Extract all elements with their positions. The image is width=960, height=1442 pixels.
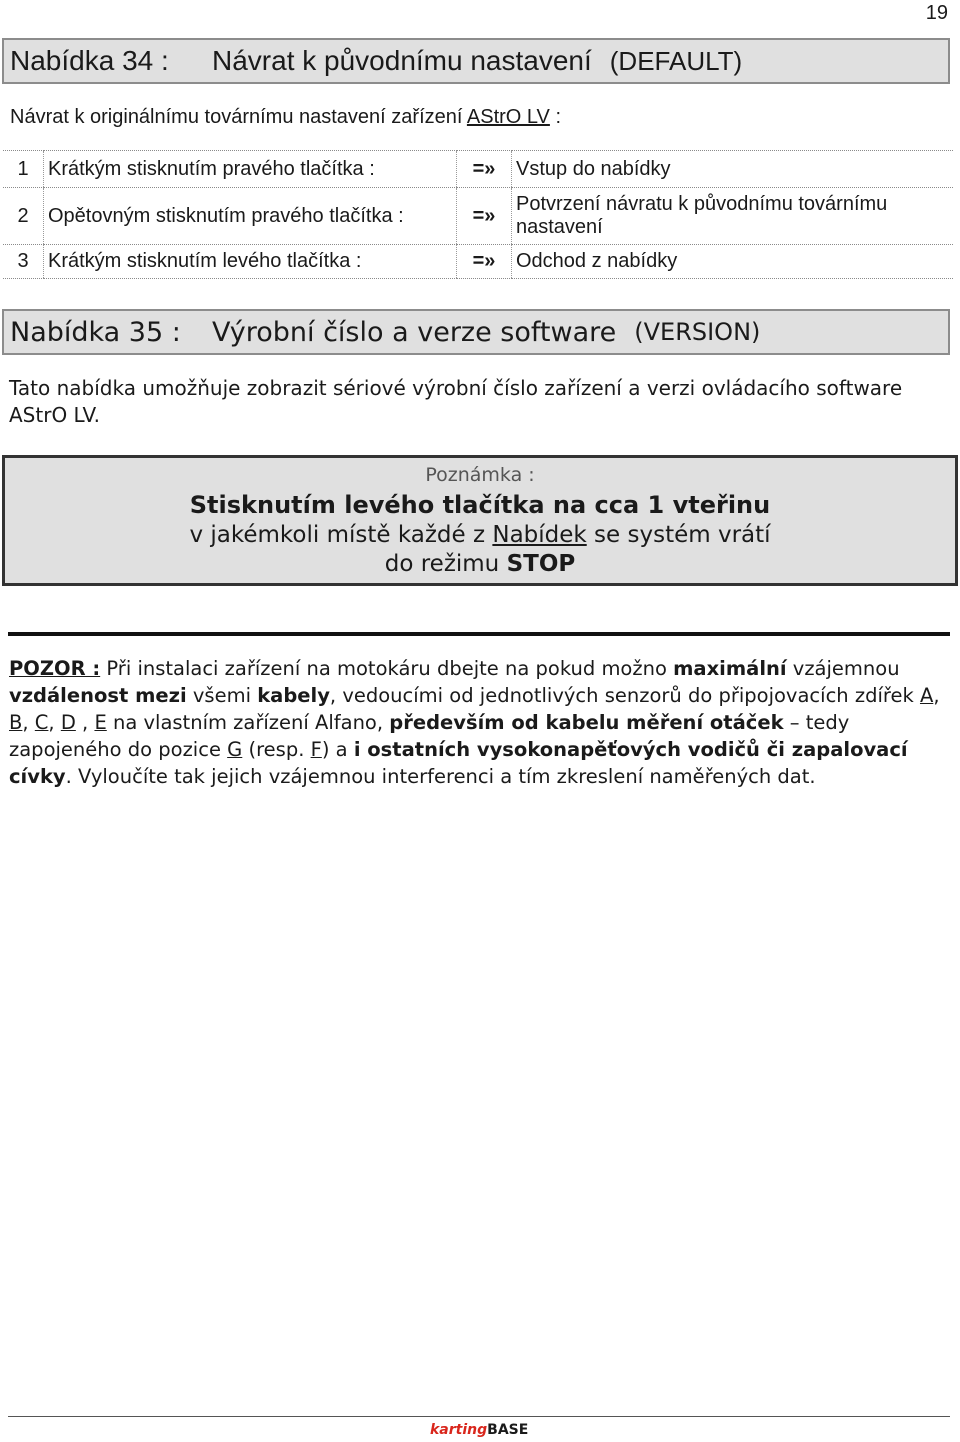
- warning-text: všemi: [192, 684, 251, 707]
- menu-35-number: Nabídka 35 :: [10, 316, 181, 348]
- step-number: 3: [3, 245, 44, 279]
- logo-karting: karting: [430, 1422, 488, 1438]
- step-action: Krátkým stisknutím levého tlačítka :: [44, 245, 457, 279]
- socket-g: G: [227, 738, 243, 761]
- note-label: Poznámka :: [425, 464, 535, 486]
- note-bold-line: Stisknutím levého tlačítka na cca 1 vteřinu: [189, 491, 771, 519]
- socket-c: C: [34, 711, 49, 734]
- warning-bold: i ostatních vysokonapěťových vodičů či zapalovací cívky: [9, 738, 908, 788]
- table-row: [3, 188, 953, 245]
- note-box: [2, 455, 958, 586]
- footer-divider: [8, 1416, 950, 1417]
- menu-35-title: Výrobní číslo a verze software: [212, 316, 617, 348]
- warning-divider: [8, 632, 950, 636]
- kartingbase-logo: [430, 1422, 528, 1438]
- menus-link: Nabídek: [492, 522, 587, 548]
- warning-text: Při instalaci zařízení na motokáru dbejte na pokud možno: [106, 657, 667, 680]
- warning-text: ) a: [321, 738, 348, 761]
- table-row: [3, 245, 953, 279]
- note-line-2-prefix: v jakémkoli místě každé z: [189, 522, 486, 548]
- socket-a: A: [919, 684, 934, 707]
- menu-34-number: Nabídka 34 :: [10, 45, 169, 76]
- menu-34-title: Návrat k původnímu nastavení: [212, 45, 592, 76]
- menu-34-code: (DEFAULT): [609, 45, 743, 76]
- menu-35-header: [2, 309, 950, 355]
- step-action: Krátkým stisknutím pravého tlačítka :: [44, 151, 457, 188]
- warning-text: – tedy zapojeného do pozice: [9, 711, 850, 761]
- note-line-2: [5, 522, 955, 548]
- page-number: 19: [925, 2, 948, 24]
- note-line-3-prefix: do režimu: [384, 551, 500, 577]
- warning-bold: vzdálenost mezi: [9, 684, 187, 707]
- warning-bold: maximální: [673, 657, 787, 680]
- menu-35-intro-text: Tato nabídka umožňuje zobrazit sériové výrobní číslo zařízení a verzi ovládacího software: [9, 376, 903, 400]
- intro-period: .: [93, 403, 100, 427]
- menu-34-steps-table: [3, 150, 953, 279]
- menu-35-code: (VERSION): [634, 318, 761, 346]
- menu-34-intro-colon: :: [555, 106, 562, 128]
- device-name: AStrO LV: [9, 403, 94, 427]
- logo-base: BASE: [487, 1422, 529, 1438]
- step-number: 1: [3, 151, 44, 188]
- step-arrow: =»: [457, 245, 512, 279]
- step-arrow: =»: [457, 151, 512, 188]
- menu-34-intro: [10, 106, 561, 129]
- socket-f: F: [310, 738, 322, 761]
- device-name-link: AStrO LV: [466, 106, 550, 128]
- step-action: Opětovným stisknutím pravého tlačítka :: [44, 188, 457, 245]
- warning-text: na vlastním zařízení Alfano,: [112, 711, 384, 734]
- step-number: 2: [3, 188, 44, 245]
- socket-d: D: [60, 711, 76, 734]
- warning-text: , vedoucími od jednotlivých senzorů do připojovacích zdířek: [329, 684, 914, 707]
- stop-mode: STOP: [506, 551, 576, 577]
- note-line-2-suffix: se systém vrátí: [594, 522, 771, 548]
- note-line-3: [5, 551, 955, 577]
- table-row: [3, 151, 953, 188]
- warning-text: (resp.: [248, 738, 305, 761]
- step-result: Vstup do nabídky: [512, 151, 954, 188]
- step-arrow: =»: [457, 188, 512, 245]
- menu-35-intro: [9, 375, 929, 429]
- warning-text: . Vyloučíte tak jejich vzájemnou interferenci a tím zkreslení naměřených dat.: [65, 765, 816, 788]
- warning-label: POZOR :: [9, 657, 101, 680]
- step-result: Odchod z nabídky: [512, 245, 954, 279]
- socket-e: E: [94, 711, 107, 734]
- warning-bold: kabely: [257, 684, 330, 707]
- menu-34-intro-text: Návrat k originálnímu továrnímu nastavení zařízení: [10, 106, 463, 128]
- warning-text: vzájemnou: [792, 657, 900, 680]
- socket-b: B: [9, 711, 23, 734]
- step-result: Potvrzení návratu k původnímu továrnímu nastavení: [512, 188, 954, 245]
- warning-bold: především od kabelu měření otáček: [389, 711, 784, 734]
- warning-paragraph: POZOR : Při instalaci zařízení na motokáru dbejte na pokud možno maximální vzájemnou vzdálenost mezi všemi kabely, vedoucími od jednotlivých senzorů do připojovacích zdířek A, B, C, D , E na vlastním zařízení Alfano, především od kabelu měření otáček – tedy zapojeného do pozice G (resp. F) a i ostatních vysokonapěťových vodičů či zapalovací cívky. Vyloučíte tak jejich vzájemnou interferenci a tím zkreslení naměřených dat.: [9, 657, 940, 788]
- menu-34-header: [2, 38, 950, 84]
